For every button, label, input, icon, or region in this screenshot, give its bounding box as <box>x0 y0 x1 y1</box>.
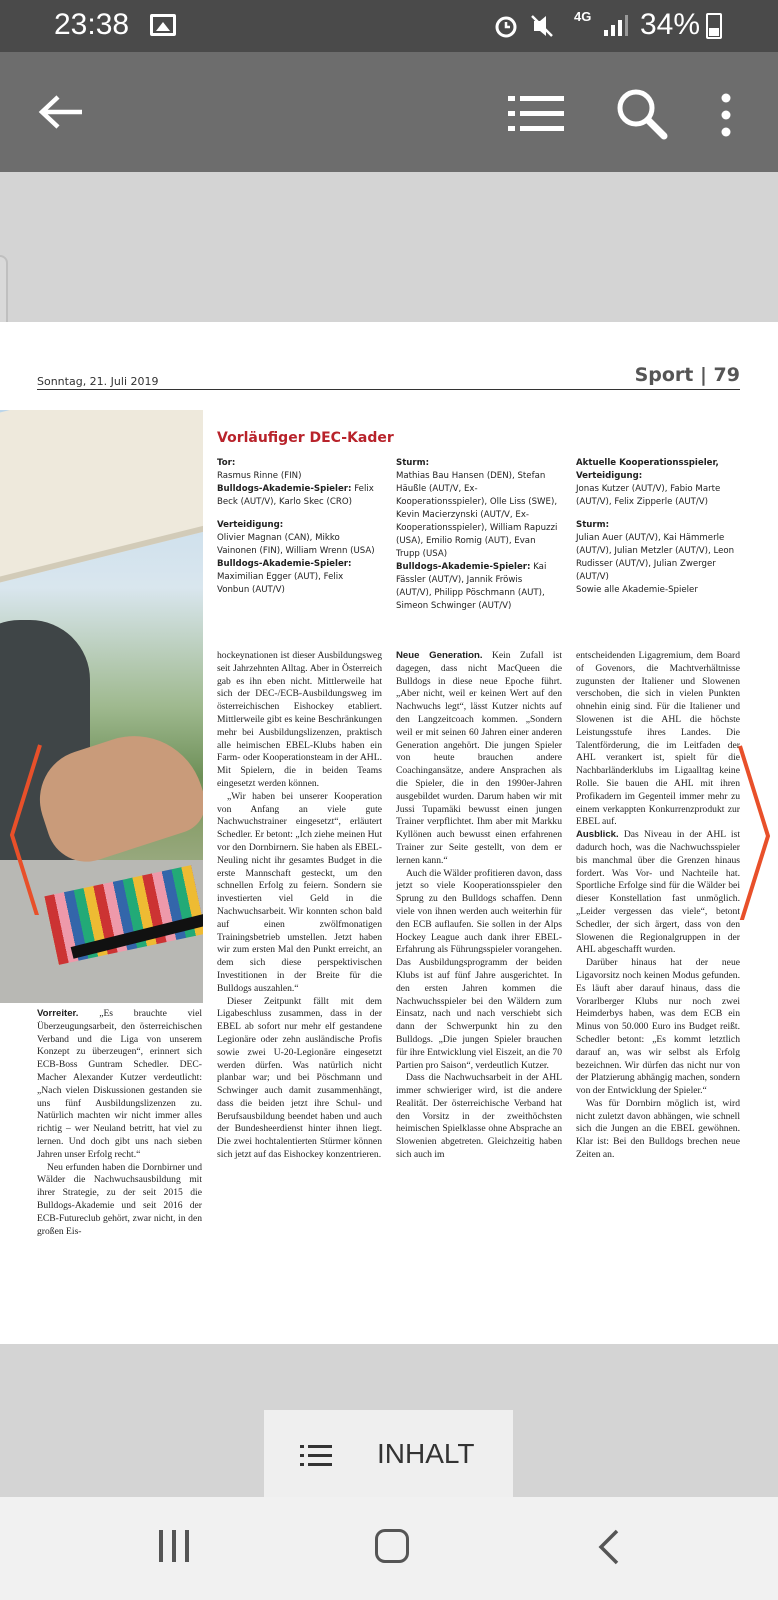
inhalt-label: INHALT <box>377 1438 475 1469</box>
search-icon[interactable] <box>614 86 670 142</box>
kader-label: Bulldogs-Akademie-Spieler: <box>217 559 352 569</box>
kader-label: Bulldogs-Akademie-Spieler: <box>396 562 531 572</box>
paragraph-text: „Wir haben bei unserer Kooperation von Anfang an viele gute Nachwuchstrainer eingesetzt“, erläutert Schedler. Er betont: „Ich ziehe meinen Hut vor den Dornbirnern. Sie haben als EBEL-Neuling nicht ihr gesamtes Budget in die erste Mannschaft gesteckt, um den schnellen Erfolg zu feiern. Sondern sie investierten viel Geld in die Nachwuchsarbeit. Wir konnten schon bald auf einen zwölfmonatigen Trainingsbetrieb umstellen. Jetzt haben wir zum ersten Mal den Punkt erreicht, an dem sich diese perspektivischen Investitionen in der Breite für die Bulldogs auszahlen.“ <box>217 790 382 994</box>
home-icon[interactable] <box>375 1529 409 1563</box>
recents-icon[interactable] <box>158 1529 190 1563</box>
kader-entry <box>576 457 738 483</box>
paragraph-text: hockeynationen ist dieser Ausbildungsweg seit Jahrzehnten Alltag. Aber in Österreich gab es ihn eben nicht. Mittlerweile hat sich der DEC-/ECB-Ausbildungsweg im österreichischen Eishockey etabliert. Mittlerweile gibt es keine Beschränkungen mehr bei Ausbildungslizenzen, praktisch alle heimischen EBEL-Klubs haben ein Farm- oder Kooperationsteam in der AHL. Mit Spielern, die in beiden Teams eingesetzt werden können. <box>217 650 382 789</box>
alarm-mute-icons <box>494 12 572 40</box>
table-of-contents-icon[interactable] <box>508 94 564 134</box>
paragraph-text: Auch die Wälder profitieren davon, dass jetzt so viele Kooperationsspieler den Sprung zu den Bulldogs schaffen. Denn viele von ihnen werden auch weiterhin für den ECB auflaufen. Sie sollen in der Alps Hockey League auch dank ihrer EBEL-Erfahrung als Führungsspieler vorangehen. Das Ausbildungsprogramm der beiden Klubs ist auf fünf Jahre ausgerichtet. In den ersten Jahren kommen die Nachwuchsspieler bei den Wäldern zum Einsatz, nach und nach verschiebt sich dann der Schwerpunkt hin zu den Bulldogs. „Die jungen Spieler brauchen für ihre Entwicklung viel Eiszeit, an die 70 Partien pro Saison“, verdeutlich Kutzer. <box>396 867 562 1071</box>
previous-page-arrow-icon[interactable] <box>8 735 44 915</box>
paragraph-text: Dieser Zeitpunkt fällt mit dem Ligabeschluss zusammen, dass in der EBEL ab sofort nur mehr elf gestandene Legionäre oder zehn ausländische Profis sowie zwei U-20-Legionäre eingesetzt werden dürfen. Was natürlich nicht planbar war; und bei Pöschmann und Schwinger auch damit zusammenhängt, dass die beiden jetzt ihre Schul- und Berufsausbildung beendet haben und auch der Bundesheerdienst hinter ihnen liegt. Die zwei hochtalentierten Stürmer können sich jetzt auf das Eishockey konzentrieren. <box>217 995 382 1161</box>
article-paragraph <box>396 1072 562 1162</box>
article-column-3 <box>396 650 562 1162</box>
article-paragraph <box>217 650 382 791</box>
next-page-arrow-icon[interactable] <box>736 740 772 920</box>
inhalt-button[interactable] <box>264 1410 513 1498</box>
article-column-2 <box>217 650 382 1162</box>
kader-names: Maximilian Egger (AUT), Felix Vonbun (AUT/V) <box>217 572 344 595</box>
article-paragraph <box>217 791 382 996</box>
page-date: Sonntag, 21. Juli 2019 <box>37 375 159 388</box>
list-icon <box>300 1444 332 1468</box>
kader-label: Sturm: <box>576 520 610 530</box>
kader-entry <box>396 561 559 613</box>
kader-label: Verteidigung: <box>217 520 284 530</box>
kader-names: Julian Auer (AUT/V), Kai Hämmerle (AUT/V), Julian Metzler (AUT/V), Leon Rudisser (AUT/V), Julian Zwerger (AUT/V) <box>576 533 735 582</box>
system-nav-bar <box>0 1497 778 1600</box>
kader-column-1 <box>217 457 377 597</box>
kader-entry <box>217 470 377 483</box>
article-paragraph <box>37 1008 202 1162</box>
paragraph-text: Dass die Nachwuchsarbeit in der AHL immer schwieriger wird, ist die andere Realität. Der österreichische Verband hat den Vorsitz in der zweithöchsten heimischen Spielklasse ohne Absprache an Slowenien abgetreten. Gleichzeitig haben sich auch im <box>396 1072 562 1161</box>
kader-label: Tor: <box>217 458 236 468</box>
back-arrow-icon[interactable] <box>36 92 86 132</box>
network-type: 4G <box>574 9 592 24</box>
app-bar <box>0 52 778 172</box>
kader-names: Felix Beck (AUT/V), Karlo Skec (CRO) <box>217 484 374 507</box>
system-back-icon[interactable] <box>598 1529 620 1565</box>
kader-entry <box>576 584 738 597</box>
article-paragraph <box>576 1098 740 1162</box>
kader-entry <box>396 457 559 470</box>
kader-entry <box>217 558 377 597</box>
article-column-1 <box>37 1008 202 1238</box>
reader-background <box>0 172 778 322</box>
article-paragraph <box>396 650 562 868</box>
article-paragraph <box>396 868 562 1073</box>
kader-entry <box>576 483 738 509</box>
kader-names: Mathias Bau Hansen (DEN), Stefan Häußle (AUT/V, Ex-Kooperationsspieler), Olle Liss (SWE), Kevin Macierzynski (AUT/V, Ex-Kooperationsspieler), William Rapuzzi (USA), Emilio Romig (AUT), Evan Trupp (USA) <box>396 471 558 559</box>
box-title: Vorläufiger DEC-Kader <box>217 430 394 446</box>
paragraph-text: Was für Dornbirn möglich ist, wird nicht zuletzt davon abhängen, wie schnell sich die Jungen an die EBEL gewöhnen. Klar ist: Bei den Bulldogs brechen neue Zeiten an. <box>576 1097 740 1161</box>
kader-names: Jonas Kutzer (AUT/V), Fabio Marte (AUT/V), Felix Zipperle (AUT/V) <box>576 484 721 507</box>
kader-label: Bulldogs-Akademie-Spieler: <box>217 484 352 494</box>
kader-entry <box>576 519 738 532</box>
kader-names: Kai Fässler (AUT/V), Jannik Fröwis (AUT/V), Philipp Pöschmann (AUT), Simeon Schwinger (AUT/V) <box>396 562 547 611</box>
paragraph-text: Das Niveau in der AHL ist dadurch hoch, was die Nachwuchsspieler bis manchmal über die Grenzen hinaus fordert. Was Vor- und Nachteile hat. Sportliche Erfolge sind für die Wälder bei dieser Konstellation fast unmöglich. „Leider vergessen das viele“, betont Schedler, der sich ärgert, dass von den Slowenen die Regionalgruppen in der AHL abgeschafft wurden. <box>576 829 740 956</box>
paragraph-text: „Es brauchte viel Überzeugungsarbeit, den österreichischen Verband und die Liga von unserem Konzept zu überzeugen“, erinnert sich ECB-Boss Guntram Schedler. DEC-Macher Alexander Kutzer verdeutlicht: „Nach vielen Diskussionen gestanden sie uns fünf Ausbildungslizenzen zu. Natürlich machten wir nicht immer alles richtig – wer Neuland betritt, hat viel zu lernen. Und doch gibt uns nach sieben Jahren unser Erfolg recht.“ <box>37 1008 202 1160</box>
kader-names: Sowie alle Akademie-Spieler <box>576 585 698 595</box>
status-bar <box>0 0 778 52</box>
gallery-notification-icon <box>150 14 176 36</box>
article-paragraph <box>576 650 740 829</box>
article-paragraph <box>576 829 740 957</box>
paragraph-text: Darüber hinaus hat der neue Ligavorsitz noch keinen Modus gefunden. Es läuft aber darauf hinaus, dass die Vorarlberger Klubs nur noch zwei Heimderbys haben, was dem ECB ein Minus von 50.000 Euro ins Budget reißt. Schedler betont: „Es kommt letztlich darauf an, was wir selbst als Erfolg bezeichnen. Wir dürfen das nicht nur von der Platzierung abhängig machen, sondern von der Entwicklung der Spieler.“ <box>576 957 740 1097</box>
paragraph-text: entscheidenden Ligagremium, dem Board of Govenors, die Machtverhältnisse zugunsten der Italiener und Slowenen verschoben, die sich in vielen Punkten ohnehin einig sind. Für die Italiener und Slowenen ist die AHL die höchste Leistungsstufe ihres Landes. Die Talentförderung, die im Leitfaden der AHL verankert ist, spielt für die Nachbarländerklubs im Ligaalltag keine Rolle. Sie bauen die AHL mit ihren Profikadern im Gegenteil immer mehr zu einem verkappten Konkurrenzprodukt zur EBEL auf. <box>576 650 740 828</box>
kader-label: Sturm: <box>396 458 430 468</box>
battery-icon <box>706 13 722 39</box>
kader-label: Aktuelle Kooperationsspieler, Verteidigung: <box>576 458 719 481</box>
status-time: 23:38 <box>54 8 130 41</box>
kader-entry <box>576 532 738 584</box>
article-paragraph <box>217 996 382 1162</box>
paragraph-lead: Ausblick. <box>576 829 619 841</box>
kader-names: Olivier Magnan (CAN), Mikko Vainonen (FIN), William Wrenn (USA) <box>217 533 375 556</box>
article-column-4 <box>576 650 740 1162</box>
signal-icon <box>602 14 628 38</box>
article-paragraph <box>37 1162 202 1239</box>
kader-entry <box>217 532 377 558</box>
article-paragraph <box>576 957 740 1098</box>
more-vert-icon[interactable] <box>718 92 734 138</box>
paragraph-text: Neu erfunden haben die Dornbirner und Wälder die Nachwuchsausbildung mit ihrer Strategie, zu der seit 2015 die Bulldogs-Akademie und seit 2016 der ECB-Futureclub gehört, zwar nicht, in den großen Eis- <box>37 1161 202 1237</box>
kader-column-2 <box>396 457 559 613</box>
battery-percent: 34% <box>640 8 701 41</box>
kader-entry <box>396 470 559 561</box>
newspaper-page <box>0 322 778 1344</box>
kader-entry <box>217 483 377 509</box>
kader-entry <box>217 519 377 532</box>
paragraph-text: Kein Zufall ist dagegen, dass nicht MacQueen die Bulldogs in diese neue Epoche führt. „Aber nicht, weil er keinen Wert auf den Nachwuchs legt“, lässt Kutzer nichts auf den Langzeitcoach kommen. „Sondern weil er mit seinen 60 Jahren einer anderen Generation angehört. Die jungen Spieler von heute brauchen andere Coachingansätze, andere Ansprachen als die Spieler, die in den 1990er-Jahren ausgebildet wurden. Darum haben wir mit Jussi Tupamäki bewusst einen jungen Trainer verpflichtet. Ihm aber mit Markku Kyllönen auch bewusst einen erfahrenen Trainer zur Seite gestellt, von dem er lernen kann.“ <box>396 650 563 866</box>
page-folio: Sport | 79 <box>634 364 740 386</box>
kader-entry <box>217 457 377 470</box>
paragraph-lead: Neue Generation. <box>396 650 483 661</box>
kader-column-3 <box>576 457 738 597</box>
kader-names: Rasmus Rinne (FIN) <box>217 471 302 481</box>
header-rule <box>37 389 740 390</box>
paragraph-lead: Vorreiter. <box>37 1008 79 1019</box>
